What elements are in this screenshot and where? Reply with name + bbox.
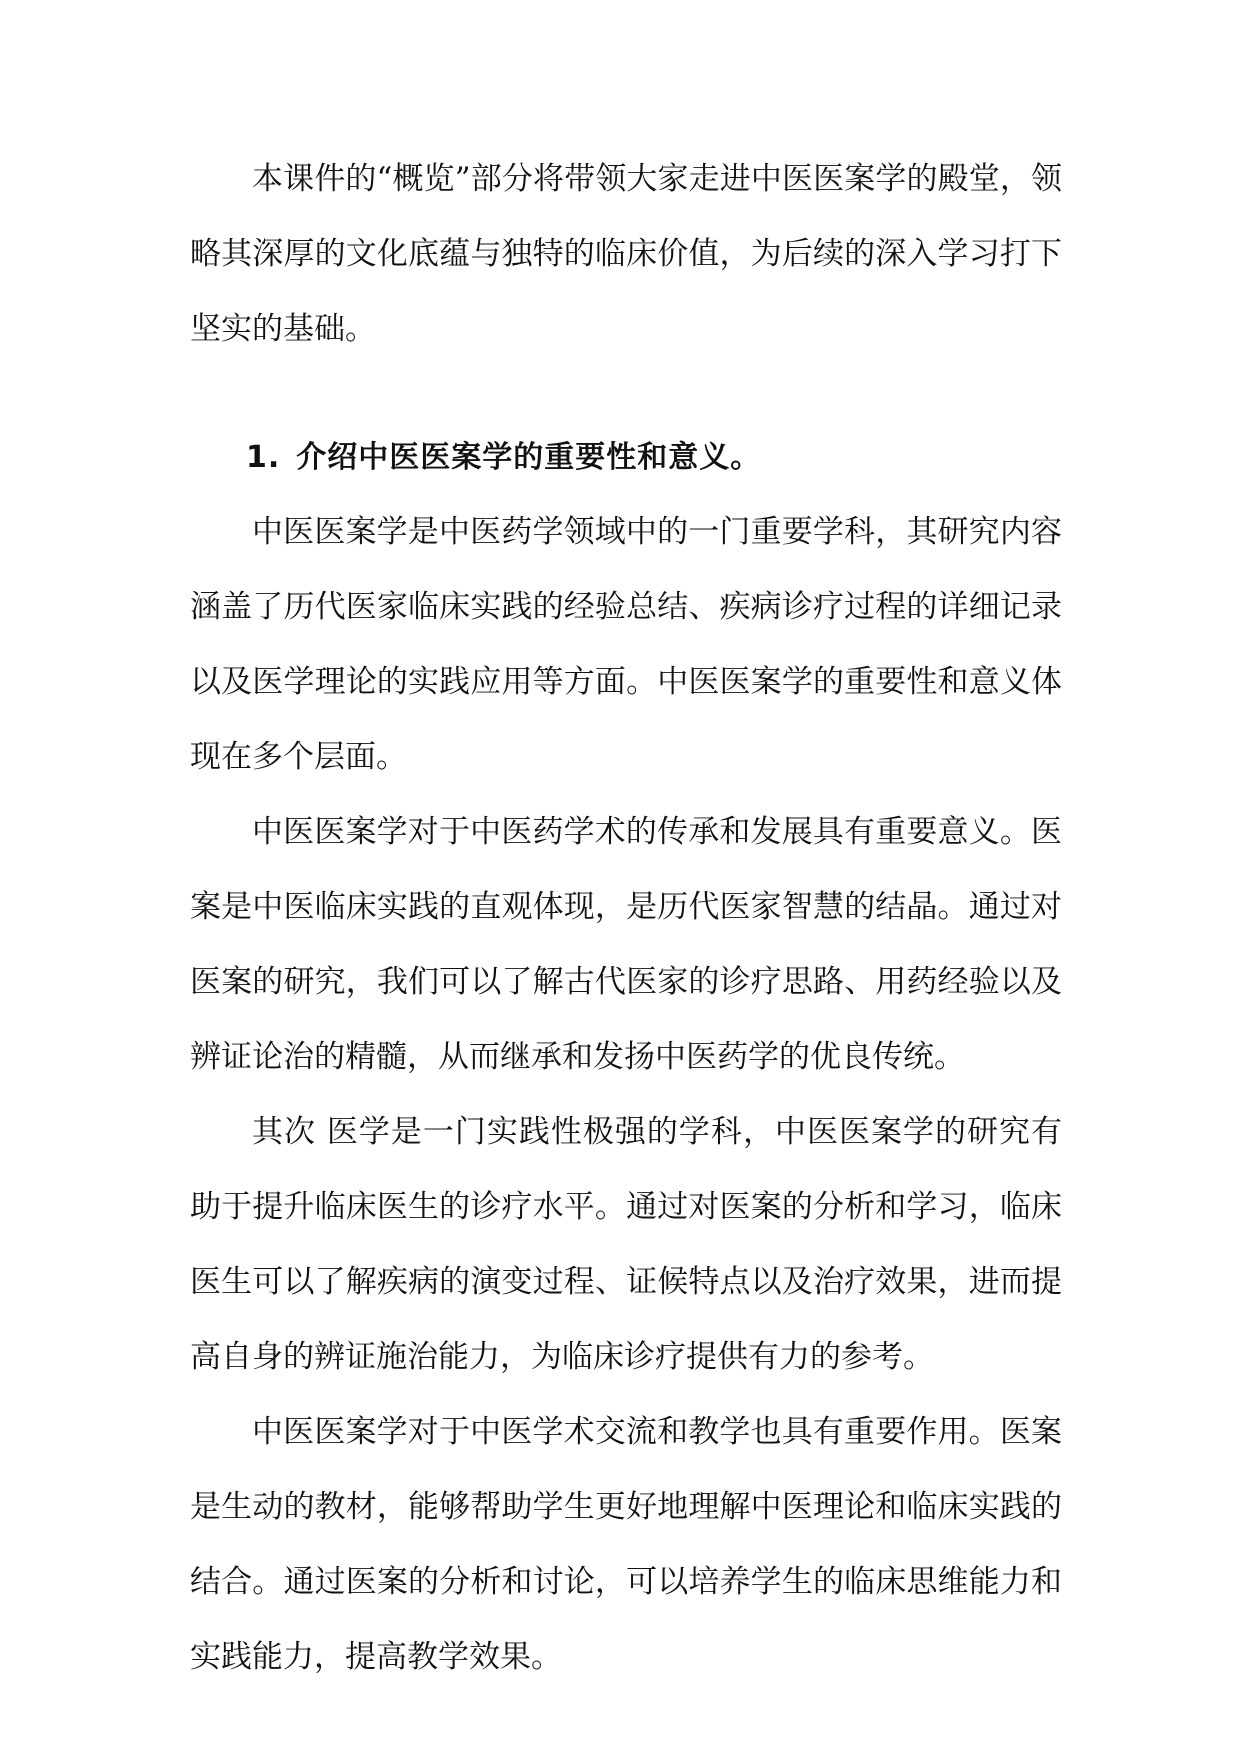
section-title: 介绍中医医案学的重要性和意义。 xyxy=(296,440,762,475)
document-body xyxy=(190,142,1062,1695)
section-spacer xyxy=(190,367,1062,420)
body-paragraph: 中医医案学是中医药学领域中的一门重要学科，其研究内容涵盖了历代医家临床实践的经验总结、疾病诊疗过程的详细记录以及医学理论的实践应用等方面。中医医案学的重要性和意义体现在多个层面。 xyxy=(190,514,1062,775)
intro-paragraph: 本课件的“概览”部分将带领大家走进中医医案学的殿堂，领略其深厚的文化底蕴与独特的临床价值，为后续的深入学习打下坚实的基础。 xyxy=(190,161,1062,347)
section-number: 1. xyxy=(246,440,281,475)
section-heading xyxy=(190,420,1062,495)
body-paragraph: 中医医案学对于中医药学术的传承和发展具有重要意义。医案是中医临床实践的直观体现，是历代医家智慧的结晶。通过对医案的研究，我们可以了解古代医家的诊疗思路、用药经验以及辨证论治的精髓，从而继承和发扬中医药学的优良传统。 xyxy=(190,814,1062,1075)
body-paragraph: 中医医案学对于中医学术交流和教学也具有重要作用。医案是生动的教材，能够帮助学生更好地理解中医理论和临床实践的结合。通过医案的分析和讨论，可以培养学生的临床思维能力和实践能力，提高教学效果。 xyxy=(190,1414,1062,1675)
body-paragraph: 其次 医学是一门实践性极强的学科，中医医案学的研究有助于提升临床医生的诊疗水平。通过对医案的分析和学习，临床医生可以了解疾病的演变过程、证候特点以及治疗效果，进而提高自身的辨证施治能力，为临床诊疗提供有力的参考。 xyxy=(190,1114,1062,1375)
